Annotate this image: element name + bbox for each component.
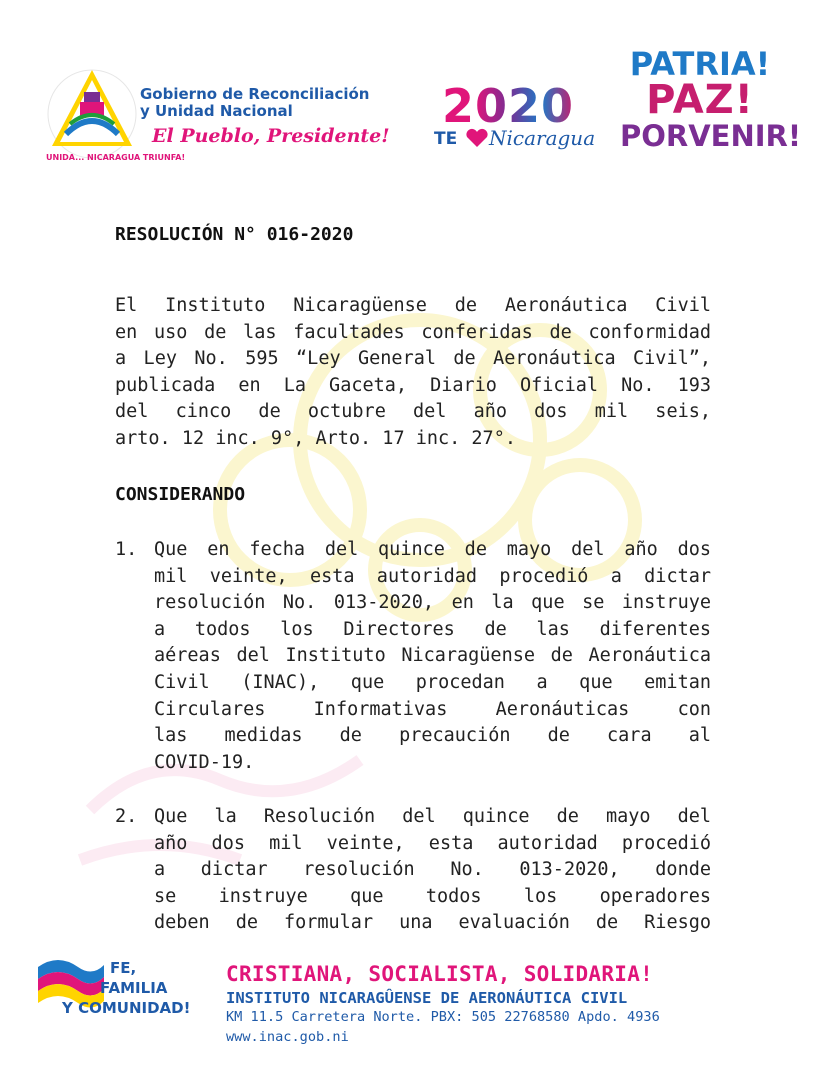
intro-line: arto. 12 inc. 9°, Arto. 17 inc. 27°. bbox=[115, 427, 516, 449]
item-text bbox=[154, 804, 711, 937]
nicaragua-script: Nicaragua bbox=[489, 126, 596, 150]
porvenir-text: PORVENIR! bbox=[620, 119, 802, 153]
item-line: Civil (INAC), que procedan a que emitan bbox=[154, 671, 711, 693]
item-line: se instruye que todos los operadores bbox=[154, 885, 711, 907]
item-line: Circulares Informativas Aeronáuticas con bbox=[154, 698, 711, 720]
intro-line: El Instituto Nicaragüense de Aeronáutica Civil bbox=[115, 295, 711, 316]
patria-paz-porvenir-logo bbox=[620, 45, 802, 158]
government-logo bbox=[40, 62, 186, 162]
item-line: Que la Resolución del quince de mayo del bbox=[154, 806, 711, 827]
item-number: 1. bbox=[115, 539, 138, 560]
ffc-line-3: Y COMUNIDAD! bbox=[62, 999, 191, 1017]
logo-2020-te-amo-nicaragua bbox=[432, 79, 608, 158]
intro-line: en uso de las facultades conferidas de conformidad bbox=[115, 321, 711, 343]
footer-slogan: CRISTIANA, SOCIALISTA, SOLIDARIA! bbox=[226, 962, 654, 986]
ffc-line-1: FE, bbox=[110, 959, 137, 977]
item-line: a dictar resolución No. 013-2020, donde bbox=[154, 859, 711, 881]
considerando-heading: CONSIDERANDO bbox=[115, 484, 246, 505]
footer-website-link[interactable]: www.inac.gob.ni bbox=[226, 1029, 349, 1045]
item-line: aéreas del Instituto Nicaragüense de Aeronáutica bbox=[154, 645, 711, 667]
government-name-line2: y Unidad Nacional bbox=[140, 102, 293, 120]
heart-icon bbox=[465, 128, 489, 148]
year-2020: 2020 bbox=[442, 79, 575, 133]
footer-address: KM 11.5 Carretera Norte. PBX: 505 22768580 Apdo. 4936 bbox=[226, 1009, 660, 1025]
logo-ring-text: UNIDA... NICARAGUA TRIUNFA! bbox=[46, 153, 186, 162]
ffc-line-2: FAMILIA bbox=[100, 979, 168, 997]
patria-text: PATRIA! bbox=[629, 45, 771, 83]
item-line: COVID-19. bbox=[154, 751, 255, 773]
item-text bbox=[154, 537, 711, 776]
fe-familia-comunidad-logo bbox=[36, 955, 201, 1025]
item-number: 2. bbox=[115, 806, 138, 827]
item-line: resolución No. 013-2020, en la que se instruye bbox=[154, 592, 711, 614]
item-line: Que en fecha del quince de mayo del año dos bbox=[154, 539, 711, 560]
intro-line: del cinco de octubre del año dos mil seis, bbox=[115, 401, 711, 423]
intro-paragraph bbox=[115, 293, 711, 453]
resolution-title: RESOLUCIÓN N° 016-2020 bbox=[115, 224, 354, 245]
footer-institute-name: INSTITUTO NICARAGÛENSE DE AERONÁUTICA CIVIL bbox=[226, 989, 628, 1007]
intro-line: publicada en La Gaceta, Diario Oficial No. 193 bbox=[115, 374, 711, 396]
item-line: a todos los Directores de las diferentes bbox=[154, 618, 711, 640]
government-slogan: El Pueblo, Presidente! bbox=[152, 125, 390, 147]
paz-text: PAZ! bbox=[646, 77, 754, 123]
item-line: las medidas de precaución de cara al bbox=[154, 725, 711, 747]
item-line: deben de formular una evaluación de Riesgo bbox=[154, 912, 711, 934]
item-line: año dos mil veinte, esta autoridad procedió bbox=[154, 832, 711, 854]
intro-line: a Ley No. 595 “Ley General de Aeronáutica Civil”, bbox=[115, 348, 711, 370]
te-text: TE bbox=[434, 129, 458, 149]
government-name-block bbox=[140, 86, 430, 148]
item-line: mil veinte, esta autoridad procedió a dictar bbox=[154, 565, 711, 587]
government-name-line1: Gobierno de Reconciliación bbox=[140, 85, 370, 103]
